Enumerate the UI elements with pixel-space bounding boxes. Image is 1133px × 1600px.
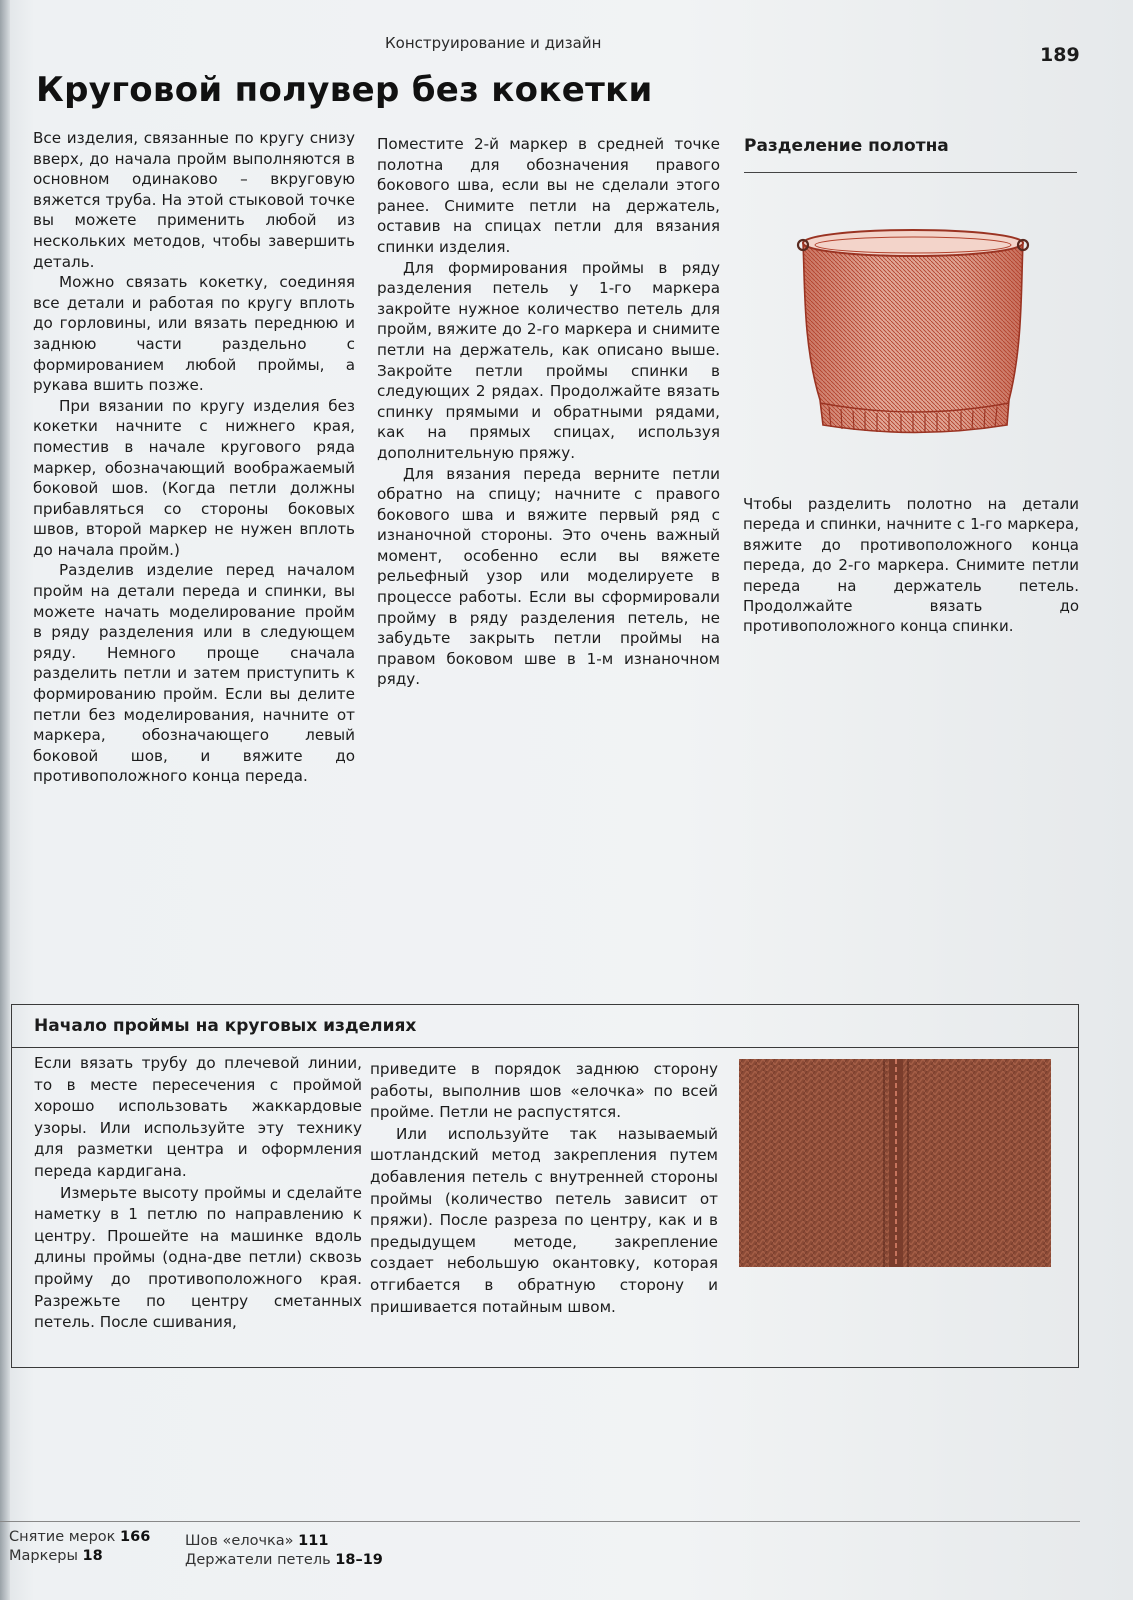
page-title: Круговой полувер без кокетки [36,70,653,110]
cross-reference [185,1551,383,1570]
cross-reference-label: Снятие мерок [9,1529,116,1545]
cross-reference-page: 18–19 [335,1552,383,1568]
paragraph: Если вязать трубу до плечевой линии, то в месте пересечения с проймой хорошо использовать жаккардовые узоры. Или используйте эту технику для разметки центра и оформления переда кардигана. [34,1054,362,1180]
info-box-header [12,1005,1078,1048]
paragraph: Поместите 2-й маркер в средней точке полотна для обозначения правого бокового шва, если вы не сделали этого ранее. Снимите петли на держатель, оставив на спицах петли для вязания спинки изделия. [377,135,720,256]
footer-rule [0,1521,1080,1522]
body-column-2 [377,134,720,690]
running-head: Конструирование и дизайн [385,34,602,52]
cross-reference-label: Маркеры [9,1548,78,1564]
paragraph: Для вязания переда верните петли обратно на спицу; начните с правого бокового шва и вяжите первый ряд с изнаночной стороны. Это очень важный момент, особенно если вы вяжете рельефный узор или моделируете в процессе работы. Если вы сформировали пройму в ряду разделения петель, не забудьте закрыть петли проймы на правом боковом шве в 1-м изнаночном ряду. [377,464,720,689]
cross-reference [185,1532,383,1551]
cross-reference-page: 166 [120,1529,151,1545]
cross-reference-label: Шов «елочка» [185,1533,294,1549]
cross-reference-page: 18 [82,1548,103,1564]
paragraph: Все изделия, связанные по кругу снизу вверх, до начала пройм выполняются в основном одинаково – вкруговую вяжется труба. На этой стыковой точке вы можете применить любой из нескольких методов, чтобы завершить деталь. [33,129,355,271]
page-number: 189 [1040,44,1080,66]
cross-reference-label: Держатели петель [185,1552,331,1568]
knitted-tube-illustration [795,225,1035,455]
sidebar-rule [744,172,1077,173]
paragraph: Для формирования проймы в ряду разделения петель у 1-го маркера закройте нужное количество петель для пройм, вяжите до 2-го маркера и снимите петли на держатель, как описано выше. Закройте петли проймы спинки в следующих 2 рядах. Продолжайте вязать спинку прямыми и обратными рядами, как на прямых спицах, используя дополнительную пряжу. [377,258,720,462]
paragraph: Разделив изделие перед началом пройм на детали переда и спинки, вы можете начать моделирование пройм в ряду разделения или в следующем ряду. Немного проще сначала разделить петли и затем приступить к формированию пройм. Если вы делите петли без моделирования, начните от маркера, обозначающего левый боковой шов, и вяжите до противоположного конца переда. [33,561,355,786]
body-column-1 [33,128,355,787]
sidebar-title: Разделение полотна [744,136,949,156]
info-box [11,1004,1079,1368]
info-box-title: Начало проймы на круговых изделиях [34,1016,417,1036]
footer-cross-references-1 [9,1528,150,1566]
paragraph: Можно связать кокетку, соединяя все детали и работая по кругу вплоть до горловины, или вязать переднюю и заднюю части раздельно с формированием любой проймы, а рукава вшить позже. [33,273,355,395]
paragraph: Измерьте высоту проймы и сделайте наметку в 1 петлю по направлению к центру. Прошейте на машинке вдоль длины проймы (одна-две петли) сквозь пройму до противоположного края. Разрежьте по центру сметанных петель. После сшивания, [34,1183,362,1332]
cross-reference [9,1547,150,1566]
footer-cross-references-2 [185,1532,383,1570]
knit-fabric-photo [739,1059,1051,1267]
paragraph: При вязании по кругу изделия без кокетки начните с нижнего края, поместив в начале кругового ряда маркер, обозначающий воображаемый боковой шов. (Когда петли должны прибавляться со стороны боковых швов, второй маркер не нужен вплоть до начала пройм.) [33,396,355,559]
info-box-column-2 [370,1059,718,1318]
cross-reference-page: 111 [298,1533,329,1549]
cross-reference [9,1528,150,1547]
book-spine-shadow [0,0,10,1600]
paragraph: приведите в порядок заднюю сторону работы, выполнив шов «елочка» по всей пройме. Петли не распустятся. [370,1060,718,1122]
info-box-column-1 [34,1053,362,1334]
illustration-caption: Чтобы разделить полотно на детали переда и спинки, начните с 1-го маркера, вяжите до противоположного конца переда, до 2-го маркера. Снимите петли переда на держатель петель. Продолжайте вязать до противоположного конца спинки. [743,495,1079,636]
paragraph: Или используйте так называемый шотландский метод закрепления путем добавления петель с внутренней стороны проймы (количество петель зависит от пряжи). После разреза по центру, как и в предыдущем методе, закрепление создает небольшую окантовку, которая отгибается в обратную сторону и пришивается потайным швом. [370,1124,718,1316]
